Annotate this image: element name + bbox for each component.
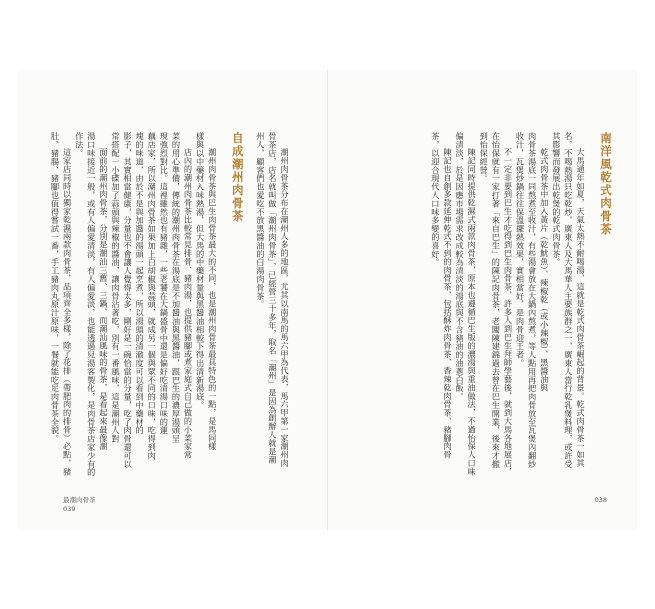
paragraph: 現強烈對比。這裡雖然也有豬雜，一些老饕在大鍋盛骨中還是偏好吃清湯口味的蓮	[159, 132, 170, 435]
paragraph: 作法。	[74, 132, 85, 158]
right-page-body	[343, 132, 613, 476]
paragraph: 這家店同時以獨家乾濕兩款肉骨茶，品項齊全多樣，除了花排（帶肥肉的排骨）必點，豬	[62, 148, 73, 476]
book-spread	[18, 70, 637, 530]
section-heading: 自成潮州肉骨茶	[230, 132, 245, 223]
paragraph: 店內的潮州肉骨茶比較常見排骨、豬肉湯，也提供豬腳或煮家庭式自己做的小菜家常	[183, 148, 194, 460]
paragraph: 塊的味道，由於不是與加醬的湯頭一起烹煮，所以湯頭的清澈度可以看到中藥材的	[135, 132, 146, 435]
page-number: 038	[594, 496, 607, 504]
paragraph: 名，不喝熱湯只吃乾炒，廣東人及大馬華人主要族群之一，廣東人當行乾乳煲料理，或許受	[563, 132, 574, 468]
paragraph: 藕店家，所以潮州肉骨茶如果加上白胡椒與蒜頭，就成另一個與眾不同的口味，吃得到肉	[147, 132, 158, 460]
left-page-footer	[63, 496, 96, 514]
right-page	[328, 70, 637, 530]
right-page-footer	[595, 496, 607, 505]
paragraph: 影子，其實相當健康，分量也不會讓人覺得太多，剛好是一碗恰當的分量，吃了肉骨還可以	[123, 132, 134, 468]
paragraph: 陳記同時提供乾濕式兩款肉骨茶，原本也遵循巴生版的濃湯與重油做法，不過怡保人口味	[467, 148, 478, 476]
paragraph: 其影響而發展出乾煲的乾式肉骨茶。	[551, 132, 562, 267]
paragraph: 不一定非要到巴生才吃得到巴生肉骨茶，許多人到巴生拜師學藝後，就到大馬各地展店，	[503, 148, 514, 476]
paragraph: 陳記也自創多款延伸乾式不到的肉骨茶，包括酥炸肉骨茶、香辣乾肉骨茶、豬腳肉骨	[442, 148, 453, 460]
paragraph: 乾式肉骨茶中加入黃片（乾魷魚）、辣椒乾（或小辣椒）、黑醬油與	[539, 148, 550, 393]
running-title: 最潮肉骨茶	[63, 496, 96, 504]
paragraph: 收汁，瓦煲炒鍋往往保溫擺熱效果，實相當好，是肉骨迎王者。	[515, 132, 526, 368]
paragraph: 偏清淡，於是因應市場需求改成較為清淡的湯底與不含豬油的油蔥白飯。	[455, 132, 466, 401]
paragraph: 樣與以中藥材入味熱湯，但大馬的中藥材量與黑醬油相較下得出清新湯底。	[195, 132, 206, 410]
left-page	[18, 70, 327, 530]
paragraph: 骨茶店，店名就叫做「潮州肉骨茶」，已經營三十多年，取名「潮州」是因為創辦人就是潮	[267, 132, 278, 464]
paragraph: 茶，以迎合現代人口味多變的喜好。	[430, 132, 441, 267]
paragraph: 在怡保就有一家打著「來自巴生」的陳記肉骨茶，老闆陳建錦過去曾在巴生開業，後來才搬	[491, 132, 502, 468]
paragraph: 菜的用心準備，傳統的潮州肉骨茶在湯底是不加醬油與黑醬油，跟巴生的濃厚湯頭呈	[171, 132, 182, 443]
paragraph: 肚、豬腸、豬腳也值得嘗試一番，手工豬肉丸原汁原味，一餐就能吃足肉骨茶全貌。	[50, 132, 61, 443]
paragraph: 肉骨茶湯底一同熬煮至收汁，有些湯會放在大鍋內熬煮，等人點用再把肉骨放至瓦煲內翻炒	[527, 132, 538, 468]
paragraph: 潮州肉骨茶分布在潮州人多的地區，尤其以南馬的馬六甲為代表，馬六甲第一家潮州肉	[280, 148, 290, 468]
left-page-body	[50, 132, 291, 477]
paragraph: 常搭配一小碟加了蒜頭與辣椒的醬油，讓肉骨沾著吃，別有一番風味，這是潮州人對	[110, 132, 121, 443]
paragraph: 面前的潮州肉骨茶，分別是潮汕三舊、三鍋、而潮汕風味的骨茶，是看起來最像潮	[98, 148, 109, 451]
paragraph: 潮州肉骨茶與巴生肉骨茶最大的不同，也是潮州肉骨茶最具特色的一點，是馬同樣	[207, 148, 218, 451]
paragraph: 州人，顧客們也愛吃不放黑醬油的白湯肉骨茶。	[255, 132, 266, 309]
paragraph: 大馬通年如夏，天氣太熱不耐喝湯，這就是乾式肉骨茶崛起的背景。乾式肉骨茶一如其	[576, 148, 586, 468]
page-number: 039	[63, 505, 76, 513]
paragraph: 到怡保經營。	[479, 132, 490, 183]
section-heading: 南洋風乾式肉骨茶	[599, 132, 613, 236]
paragraph: 湯口味接近一般，或有人偏愛清淡，有人偏愛淡，也能透過兒湯客製化，是肉骨茶店家少有的	[86, 132, 97, 477]
